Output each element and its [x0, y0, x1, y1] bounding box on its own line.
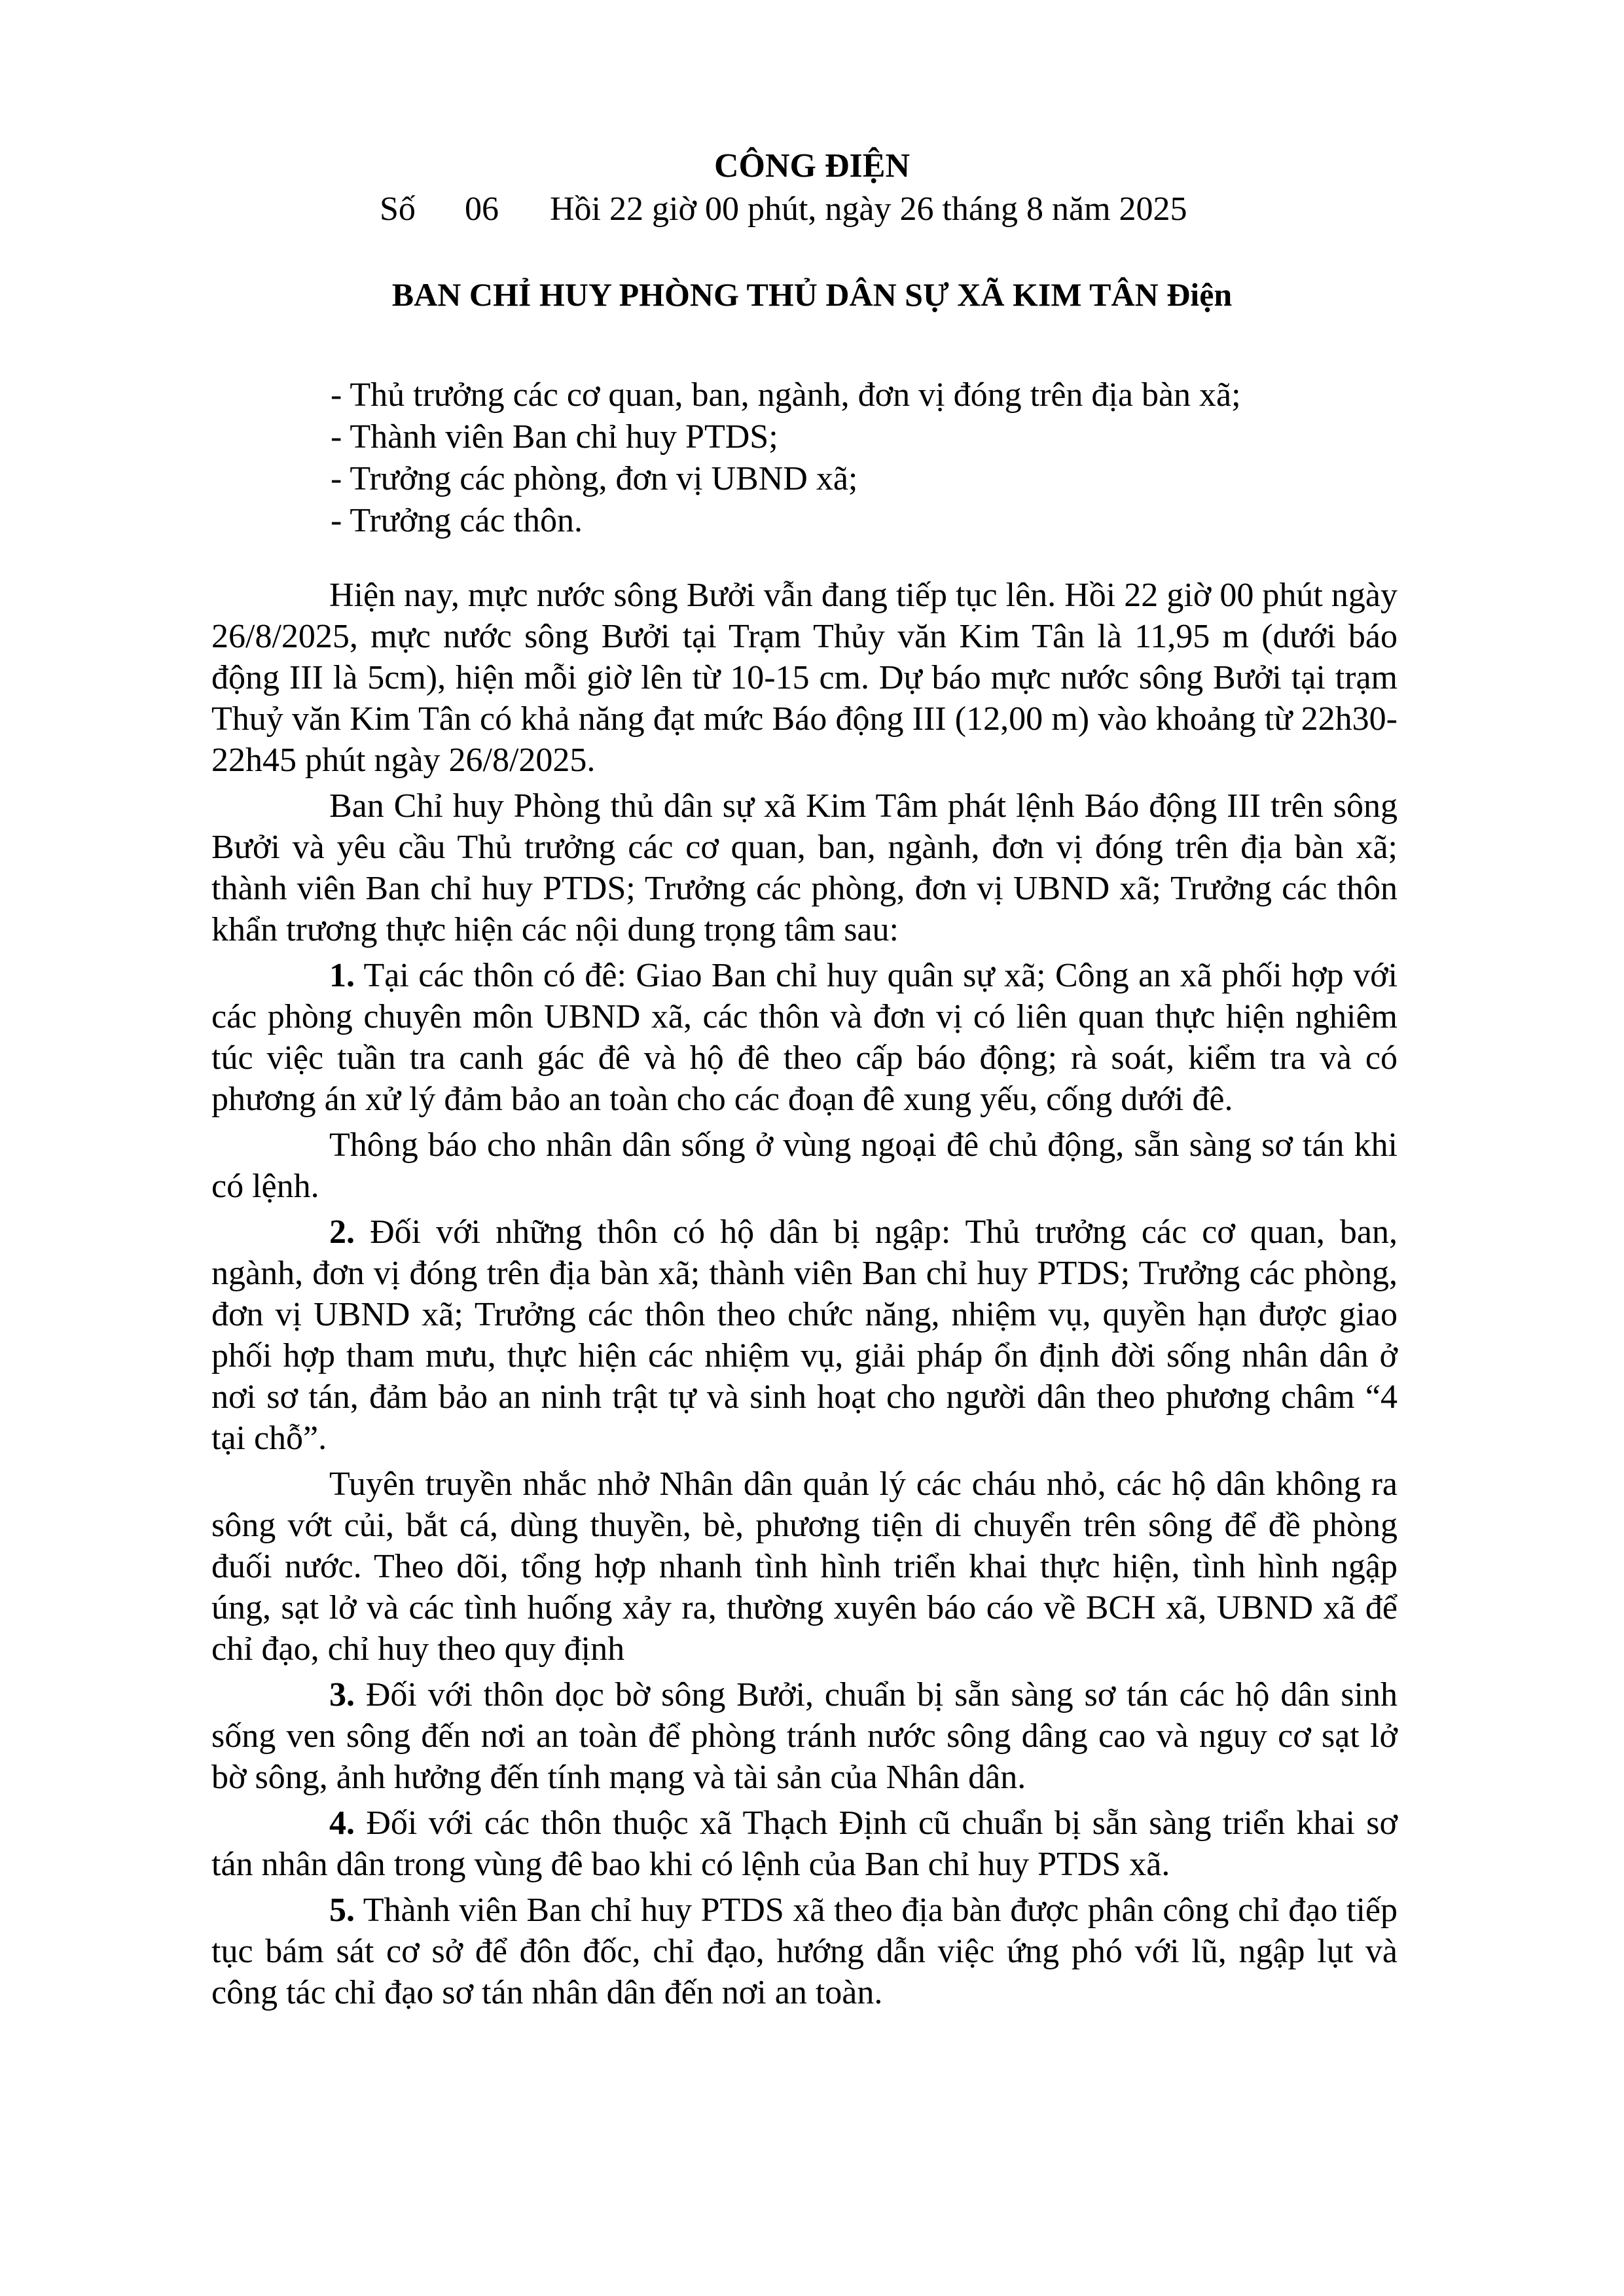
paragraph-text: Đối với những thôn có hộ dân bị ngập: Thủ trưởng các cơ quan, ban, ngành, đơn vị đóng trên địa bàn xã; thành viên Ban chỉ huy PTDS; Trưởng các phòng, đơn vị UBND xã; Trưởng các thôn theo chức năng, nhiệm vụ, quyền hạn được giao phối hợp tham mưu, thực hiện các nhiệm vụ, giải pháp ổn định đời sống nhân dân ở nơi sơ tán, đảm bảo an ninh trật tự và sinh hoạt cho người dân theo phương châm “4 tại chỗ”.: [211, 1213, 1398, 1457]
recipient-item: - Trưởng các thôn.: [331, 502, 583, 539]
body-paragraph: [211, 1674, 1398, 1798]
paragraph-number: 5.: [329, 1892, 355, 1929]
document-number: 06: [465, 190, 499, 228]
body-paragraph: [211, 1463, 1398, 1670]
body-paragraph: [211, 785, 1398, 950]
issuer-heading: BAN CHỈ HUY PHÒNG THỦ DÂN SỰ XÃ KIM TÂN Điện: [391, 276, 1233, 313]
document-datetime: Hồi 22 giờ 00 phút, ngày 26 tháng 8 năm 2025: [550, 190, 1187, 228]
body-paragraph: [211, 575, 1398, 781]
recipient-item: - Trưởng các phòng, đơn vị UBND xã;: [331, 460, 858, 497]
body-paragraph: [211, 1803, 1398, 1885]
paragraph-text: Tuyên truyền nhắc nhở Nhân dân quản lý các cháu nhỏ, các hộ dân không ra sông vớt củi, bắt cá, dùng thuyền, bè, phương tiện di chuyển trên sông để đề phòng đuối nước. Theo dõi, tổng hợp nhanh tình hình triển khai thực hiện, tình hình ngập úng, sạt lở và các tình huống xảy ra, thường xuyên báo cáo về BCH xã, UBND xã để chỉ đạo, chỉ huy theo quy định: [211, 1465, 1398, 1668]
body-paragraph: [211, 1124, 1398, 1207]
body-paragraph: [211, 1890, 1398, 2013]
paragraph-number: 3.: [329, 1676, 355, 1713]
recipient-list: [331, 374, 1241, 542]
paragraph-text: Đối với các thôn thuộc xã Thạch Định cũ chuẩn bị sẵn sàng triển khai sơ tán nhân dân trong vùng đê bao khi có lệnh của Ban chỉ huy PTDS xã.: [211, 1804, 1398, 1883]
paragraph-number: 4.: [329, 1804, 355, 1842]
body-paragraph: [211, 1211, 1398, 1459]
number-label: Số: [380, 190, 416, 228]
document-title: CÔNG ĐIỆN: [713, 147, 911, 185]
recipient-item: - Thủ trưởng các cơ quan, ban, ngành, đơn vị đóng trên địa bàn xã;: [331, 376, 1241, 414]
paragraph-text: Tại các thôn có đê: Giao Ban chỉ huy quân sự xã; Công an xã phối hợp với các phòng chuyên môn UBND xã, các thôn và đơn vị có liên quan thực hiện nghiêm túc việc tuần tra canh gác đê và hộ đê theo cấp báo động; rà soát, kiểm tra và có phương án xử lý đảm bảo an toàn cho các đoạn đê xung yếu, cống dưới đê.: [211, 957, 1398, 1118]
body-paragraph: [211, 955, 1398, 1120]
paragraph-text: Thông báo cho nhân dân sống ở vùng ngoại đê chủ động, sẵn sàng sơ tán khi có lệnh.: [211, 1126, 1398, 1205]
paragraph-number: 2.: [329, 1213, 355, 1251]
paragraph-text: Ban Chỉ huy Phòng thủ dân sự xã Kim Tâm phát lệnh Báo động III trên sông Bưởi và yêu cầu Thủ trưởng các cơ quan, ban, ngành, đơn vị đóng trên địa bàn xã; thành viên Ban chỉ huy PTDS; Trưởng các phòng, đơn vị UBND xã; Trưởng các thôn khẩn trương thực hiện các nội dung trọng tâm sau:: [211, 787, 1398, 948]
document-number-line: [380, 188, 1187, 230]
document-body: [211, 575, 1398, 2013]
paragraph-text: Đối với thôn dọc bờ sông Bưởi, chuẩn bị sẵn sàng sơ tán các hộ dân sinh sống ven sông đến nơi an toàn để phòng tránh nước sông dâng cao và nguy cơ sạt lở bờ sông, ảnh hưởng đến tính mạng và tài sản của Nhân dân.: [211, 1676, 1398, 1796]
paragraph-number: 1.: [329, 957, 355, 994]
paragraph-text: Thành viên Ban chỉ huy PTDS xã theo địa bàn được phân công chỉ đạo tiếp tục bám sát cơ sở để đôn đốc, chỉ đạo, hướng dẫn việc ứng phó với lũ, ngập lụt và công tác chỉ đạo sơ tán nhân dân đến nơi an toàn.: [211, 1892, 1398, 2011]
paragraph-text: Hiện nay, mực nước sông Bưởi vẫn đang tiếp tục lên. Hồi 22 giờ 00 phút ngày 26/8/2025, mực nước sông Bưởi tại Trạm Thủy văn Kim Tân là 11,95 m (dưới báo động III là 5cm), hiện mỗi giờ lên từ 10-15 cm. Dự báo mực nước sông Bưởi tại trạm Thuỷ văn Kim Tân có khả năng đạt mức Báo động III (12,00 m) vào khoảng từ 22h30-22h45 phút ngày 26/8/2025.: [211, 577, 1398, 779]
recipient-item: - Thành viên Ban chỉ huy PTDS;: [331, 418, 778, 456]
